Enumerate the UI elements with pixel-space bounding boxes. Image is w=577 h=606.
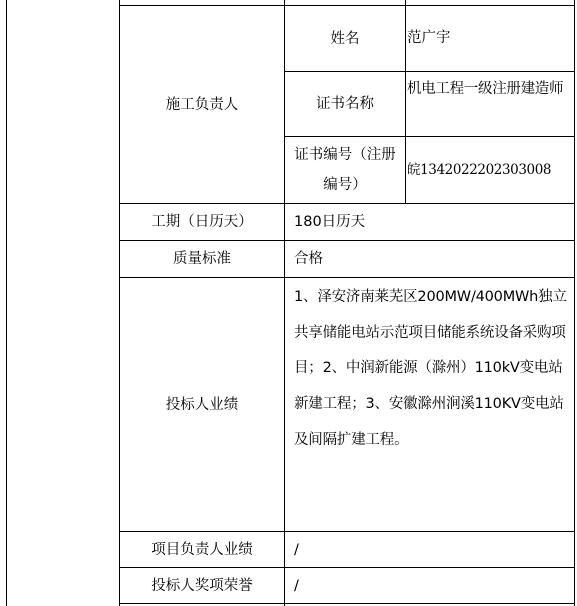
bidder-performance-label: 投标人业绩	[165, 396, 239, 413]
grid-line	[574, 0, 575, 606]
bidder-awards-value: /	[294, 577, 299, 594]
cert-name-value: 机电工程一级注册建造师	[407, 81, 564, 97]
pm-performance-value: /	[294, 541, 299, 558]
quality-value: 合格	[294, 251, 323, 267]
cert-no-value: 皖1342022202303008	[407, 162, 552, 178]
bidder-awards-label: 投标人奖项荣誉	[151, 577, 253, 594]
cert-name-label: 证书名称	[316, 96, 374, 112]
quality-label: 质量标准	[173, 251, 231, 267]
grid-line	[405, 0, 406, 203]
duration-label: 工期（日历天）	[151, 214, 253, 230]
cert-no-label: 证书编号（注册编号）	[294, 147, 396, 193]
construction-lead-label: 施工负责人	[165, 96, 239, 113]
pm-performance-label: 项目负责人业绩	[151, 541, 253, 558]
duration-value: 180日历天	[294, 214, 366, 230]
name-label: 姓名	[330, 30, 360, 47]
grid-line	[6, 0, 7, 606]
bidder-performance-value: 1、泽安济南莱芜区200MW/400MWh独立共享储能电站示范项目储能系统设备采购项目；2、中润新能源（滁州）110kV变电站新建工程；3、安徽滁州涧溪110KV变电站及间隔扩建工程。	[294, 289, 567, 448]
name-value: 范广宇	[407, 30, 451, 46]
